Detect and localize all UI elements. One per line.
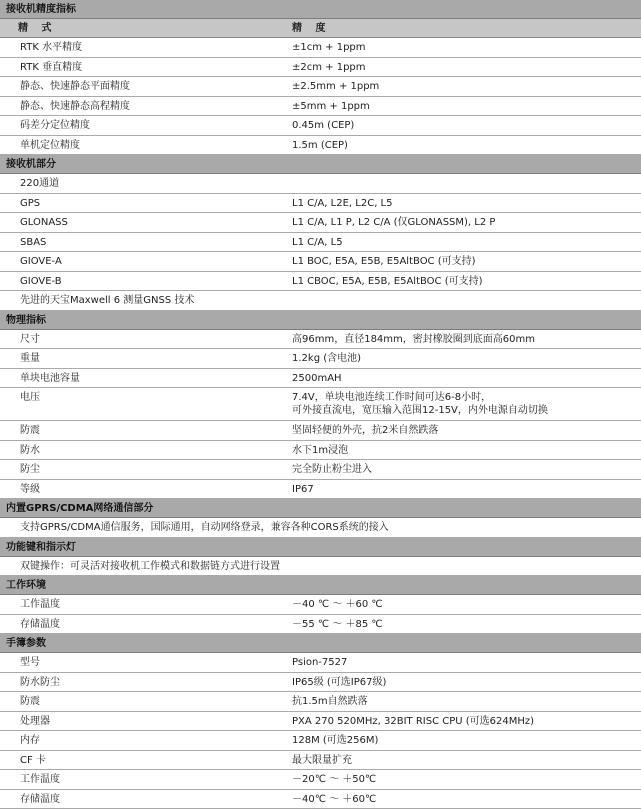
table-row: [0, 770, 641, 790]
table-row: [0, 712, 641, 732]
table-row: [0, 213, 641, 233]
row-label: 处理器: [0, 712, 286, 731]
row-value: [286, 388, 641, 420]
row-value: L1 CBOC, E5A, E5B, E5AltBOC (可支持): [286, 272, 641, 291]
row-label: GIOVE-A: [0, 252, 286, 271]
table-row: [0, 77, 641, 97]
row-text: 220通道: [0, 174, 59, 193]
table-row: [0, 557, 641, 577]
row-value: 最大限量扩充: [286, 751, 641, 770]
section-header: 手簿参数: [0, 634, 641, 653]
row-value: ±2.5mm + 1ppm: [286, 77, 641, 96]
row-label: 静态、快速静态平面精度: [0, 77, 286, 96]
table-row: [0, 653, 641, 673]
section-header: 工作环境: [0, 576, 641, 595]
row-value: 抗1.5m自然跌落: [286, 692, 641, 711]
table-row: [0, 349, 641, 369]
table-row: [0, 595, 641, 615]
table-row: [0, 480, 641, 500]
row-value: IP67: [286, 480, 641, 499]
row-value: 完全防止粉尘进入: [286, 460, 641, 479]
row-value: L1 BOC, E5A, E5B, E5AltBOC (可支持): [286, 252, 641, 271]
table-row: [0, 116, 641, 136]
row-value: ±2cm + 1ppm: [286, 58, 641, 77]
row-label: RTK 水平精度: [0, 38, 286, 57]
table-row: [0, 441, 641, 461]
row-label: 电压: [0, 388, 286, 420]
row-value: －55 ℃ ～ ＋85 ℃: [286, 615, 641, 634]
table-row: [0, 790, 641, 809]
row-text: 双键操作：可灵活对接收机工作模式和数据链方式进行设置: [0, 557, 280, 576]
table-row: [0, 615, 641, 635]
row-label: 码差分定位精度: [0, 116, 286, 135]
row-value: 128M (可选256M): [286, 731, 641, 750]
row-label: 尺寸: [0, 330, 286, 349]
table-row: [0, 518, 641, 538]
row-value: －40℃ ～ ＋60℃: [286, 790, 641, 809]
row-label: 内存: [0, 731, 286, 750]
row-text: 支持GPRS/CDMA通信服务，国际通用，自动网络登录，兼容各种CORS系统的接入: [0, 518, 389, 537]
row-value: 1.5m (CEP): [286, 136, 641, 155]
table-row: [0, 751, 641, 771]
table-row: [0, 421, 641, 441]
row-value: L1 C/A, L1 P, L2 C/A (仅GLONASSM), L2 P: [286, 213, 641, 232]
row-text: 先进的天宝Maxwell 6 测量GNSS 技术: [0, 291, 194, 310]
row-label: 防震: [0, 692, 286, 711]
section-header: 接收机精度指标: [0, 0, 641, 19]
row-label: GIOVE-B: [0, 272, 286, 291]
table-row: [0, 673, 641, 693]
row-label: 工作温度: [0, 595, 286, 614]
row-label: GLONASS: [0, 213, 286, 232]
table-row: [0, 272, 641, 292]
table-row: [0, 252, 641, 272]
row-value: 0.45m (CEP): [286, 116, 641, 135]
row-value: ±5mm + 1ppm: [286, 97, 641, 116]
row-value: ±1cm + 1ppm: [286, 38, 641, 57]
row-value: 水下1m浸泡: [286, 441, 641, 460]
table-row: [0, 38, 641, 58]
table-row: [0, 233, 641, 253]
row-label: 静态、快速静态高程精度: [0, 97, 286, 116]
table-row: [0, 460, 641, 480]
table-row: [0, 291, 641, 311]
column-header-row: [0, 19, 641, 38]
row-label: 型号: [0, 653, 286, 672]
row-value: －20℃ ～ ＋50℃: [286, 770, 641, 789]
row-label: 单块电池容量: [0, 369, 286, 388]
row-label: RTK 垂直精度: [0, 58, 286, 77]
row-value: 高96mm，直径184mm，密封橡胶圈到底面高60mm: [286, 330, 641, 349]
table-row: [0, 692, 641, 712]
table-row: [0, 136, 641, 156]
table-row: [0, 731, 641, 751]
row-value: －40 ℃ ～ ＋60 ℃: [286, 595, 641, 614]
table-row: [0, 194, 641, 214]
row-value: 1.2kg (含电池): [286, 349, 641, 368]
row-value: Psion-7527: [286, 653, 641, 672]
row-label: 单机定位精度: [0, 136, 286, 155]
row-label: 等级: [0, 480, 286, 499]
row-value: IP65级 (可选IP67级): [286, 673, 641, 692]
row-value: 坚固轻便的外壳，抗2米自然跌落: [286, 421, 641, 440]
row-value-line: 7.4V，单块电池连续工作时间可达6-8小时，: [292, 392, 491, 403]
table-row: [0, 174, 641, 194]
table-row: [0, 388, 641, 421]
row-label: 防尘: [0, 460, 286, 479]
section-header: 内置GPRS/CDMA网络通信部分: [0, 499, 641, 518]
row-label: SBAS: [0, 233, 286, 252]
row-value-line: 可外接直流电，宽压输入范围12-15V，内外电源自动切换: [292, 405, 548, 416]
column-header-label: 精 式: [0, 19, 286, 37]
row-value: PXA 270 520MHz, 32BIT RISC CPU (可选624MHz): [286, 712, 641, 731]
row-label: 工作温度: [0, 770, 286, 789]
row-label: 防震: [0, 421, 286, 440]
row-value: L1 C/A, L2E, L2C, L5: [286, 194, 641, 213]
row-value: L1 C/A, L5: [286, 233, 641, 252]
table-row: [0, 97, 641, 117]
row-label: 重量: [0, 349, 286, 368]
section-header: 物理指标: [0, 311, 641, 330]
section-header: 接收机部分: [0, 155, 641, 174]
row-label: CF 卡: [0, 751, 286, 770]
row-label: GPS: [0, 194, 286, 213]
row-label: 防水: [0, 441, 286, 460]
row-value: 2500mAH: [286, 369, 641, 388]
section-header: 功能键和指示灯: [0, 538, 641, 557]
column-header-value: 精 度: [286, 19, 330, 37]
table-row: [0, 58, 641, 78]
table-row: [0, 330, 641, 350]
row-label: 防水防尘: [0, 673, 286, 692]
row-label: 存储温度: [0, 615, 286, 634]
table-row: [0, 369, 641, 389]
row-label: 存储温度: [0, 790, 286, 809]
